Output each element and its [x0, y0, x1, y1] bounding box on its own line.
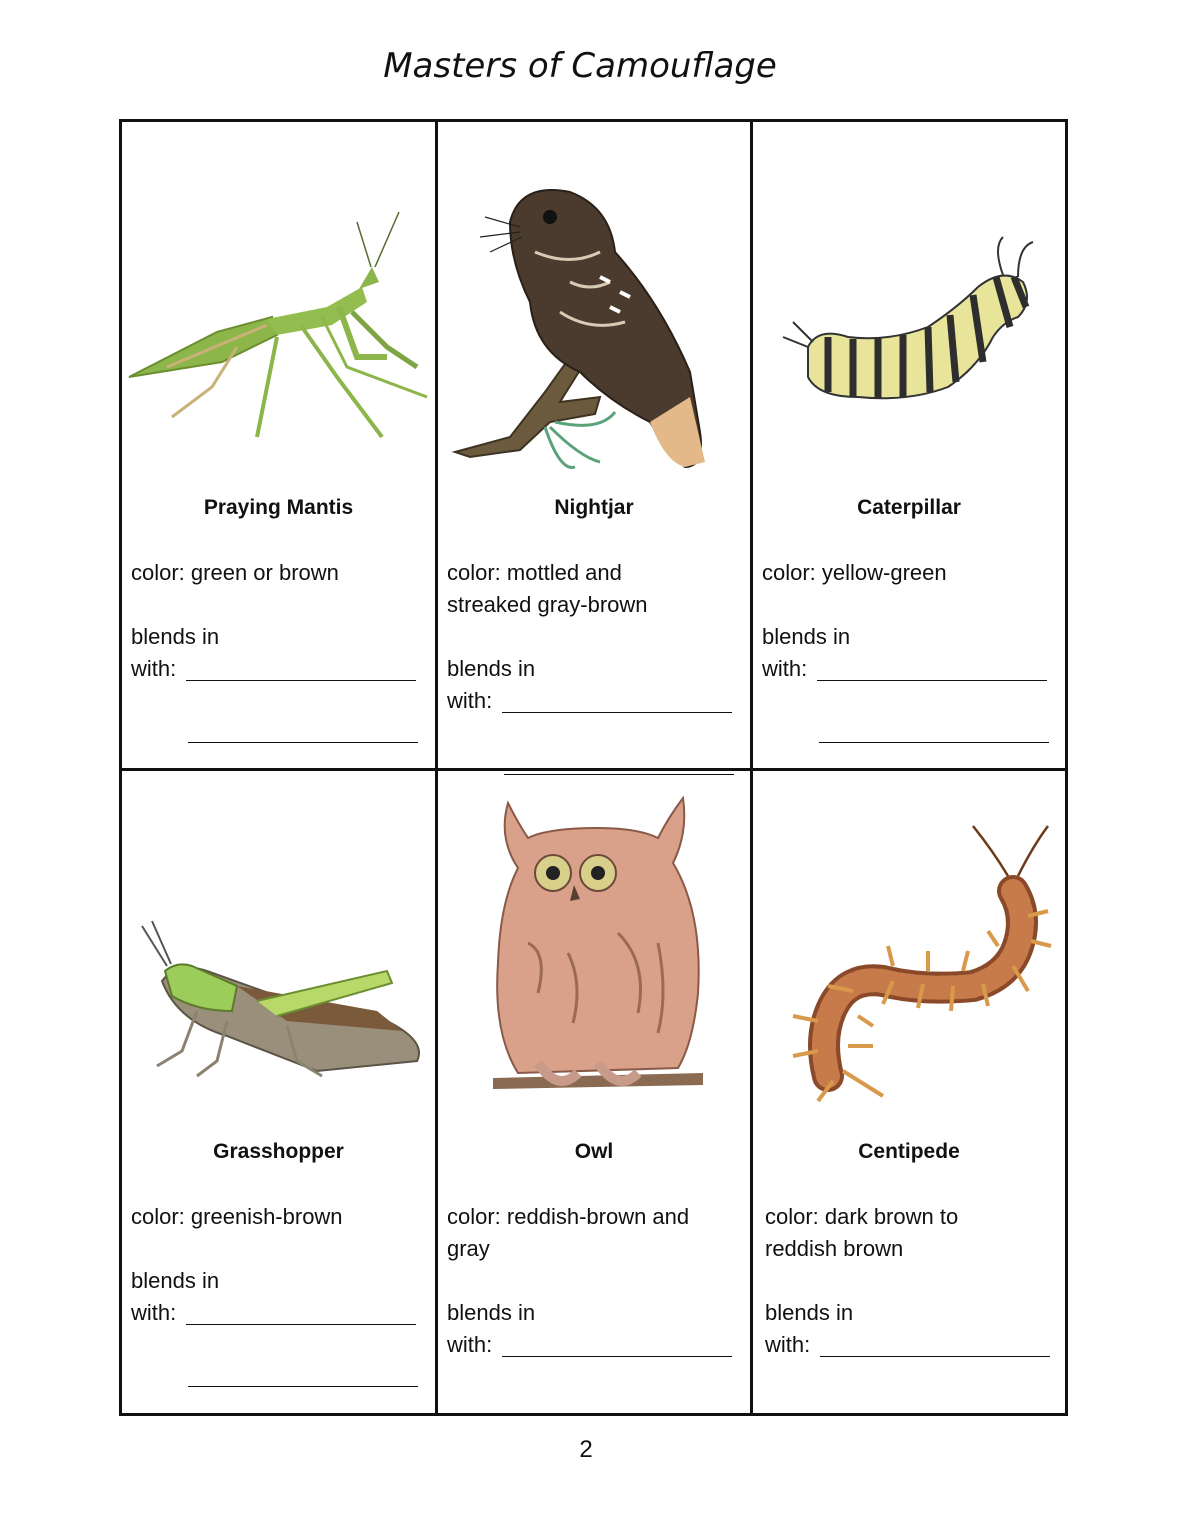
blends-label: with:	[131, 1300, 177, 1325]
color-text: color: green or brown	[131, 560, 339, 585]
page-number: 2	[579, 1436, 593, 1463]
answer-blank[interactable]	[186, 1324, 416, 1325]
animal-name: Caterpillar	[857, 496, 961, 519]
answer-blank[interactable]	[819, 742, 1049, 743]
answer-blank[interactable]	[820, 1356, 1050, 1357]
color-text: color: reddish-brown and	[447, 1204, 690, 1229]
card-grasshopper	[122, 771, 435, 1416]
answer-blank[interactable]	[817, 680, 1047, 681]
card-nightjar	[438, 122, 750, 768]
color-text: color: dark brown to	[765, 1204, 959, 1229]
animal-name: Grasshopper	[213, 1140, 344, 1163]
caterpillar-icon	[778, 227, 1038, 417]
color-text: reddish brown	[765, 1236, 904, 1261]
card-caterpillar	[753, 122, 1065, 768]
blends-label: blends in	[765, 1300, 854, 1325]
card-praying-mantis	[122, 122, 435, 768]
blends-label: with:	[762, 656, 808, 681]
color-text: color: mottled and	[447, 560, 622, 585]
color-text: gray	[447, 1236, 490, 1261]
blends-label: blends in	[447, 1300, 536, 1325]
centipede-icon	[773, 816, 1053, 1111]
color-text: color: yellow-green	[762, 560, 947, 585]
owl-icon	[488, 793, 708, 1108]
card-centipede	[753, 771, 1065, 1416]
animal-card-grid	[119, 119, 1068, 1416]
page-title: Masters of Camouflage	[383, 46, 777, 86]
card-owl	[438, 771, 750, 1416]
color-text: streaked gray-brown	[447, 592, 648, 617]
animal-name: Centipede	[858, 1140, 960, 1163]
praying-mantis-icon	[127, 207, 432, 447]
blends-label: blends in	[762, 624, 851, 649]
answer-blank[interactable]	[188, 742, 418, 743]
color-text: color: greenish-brown	[131, 1204, 343, 1229]
blends-label: blends in	[131, 1268, 220, 1293]
animal-name: Praying Mantis	[203, 496, 354, 519]
blends-label: with:	[447, 688, 493, 713]
answer-blank[interactable]	[502, 1356, 732, 1357]
answer-blank[interactable]	[188, 1386, 418, 1387]
grasshopper-icon	[137, 901, 427, 1091]
blends-label: with:	[765, 1332, 811, 1357]
blends-label: with:	[447, 1332, 493, 1357]
blends-label: with:	[131, 656, 177, 681]
answer-blank[interactable]	[186, 680, 416, 681]
answer-blank[interactable]	[502, 712, 732, 713]
blends-label: blends in	[131, 624, 220, 649]
animal-name: Nightjar	[554, 496, 634, 519]
animal-name: Owl	[574, 1140, 614, 1163]
nightjar-icon	[450, 182, 740, 477]
blends-label: blends in	[447, 656, 536, 681]
